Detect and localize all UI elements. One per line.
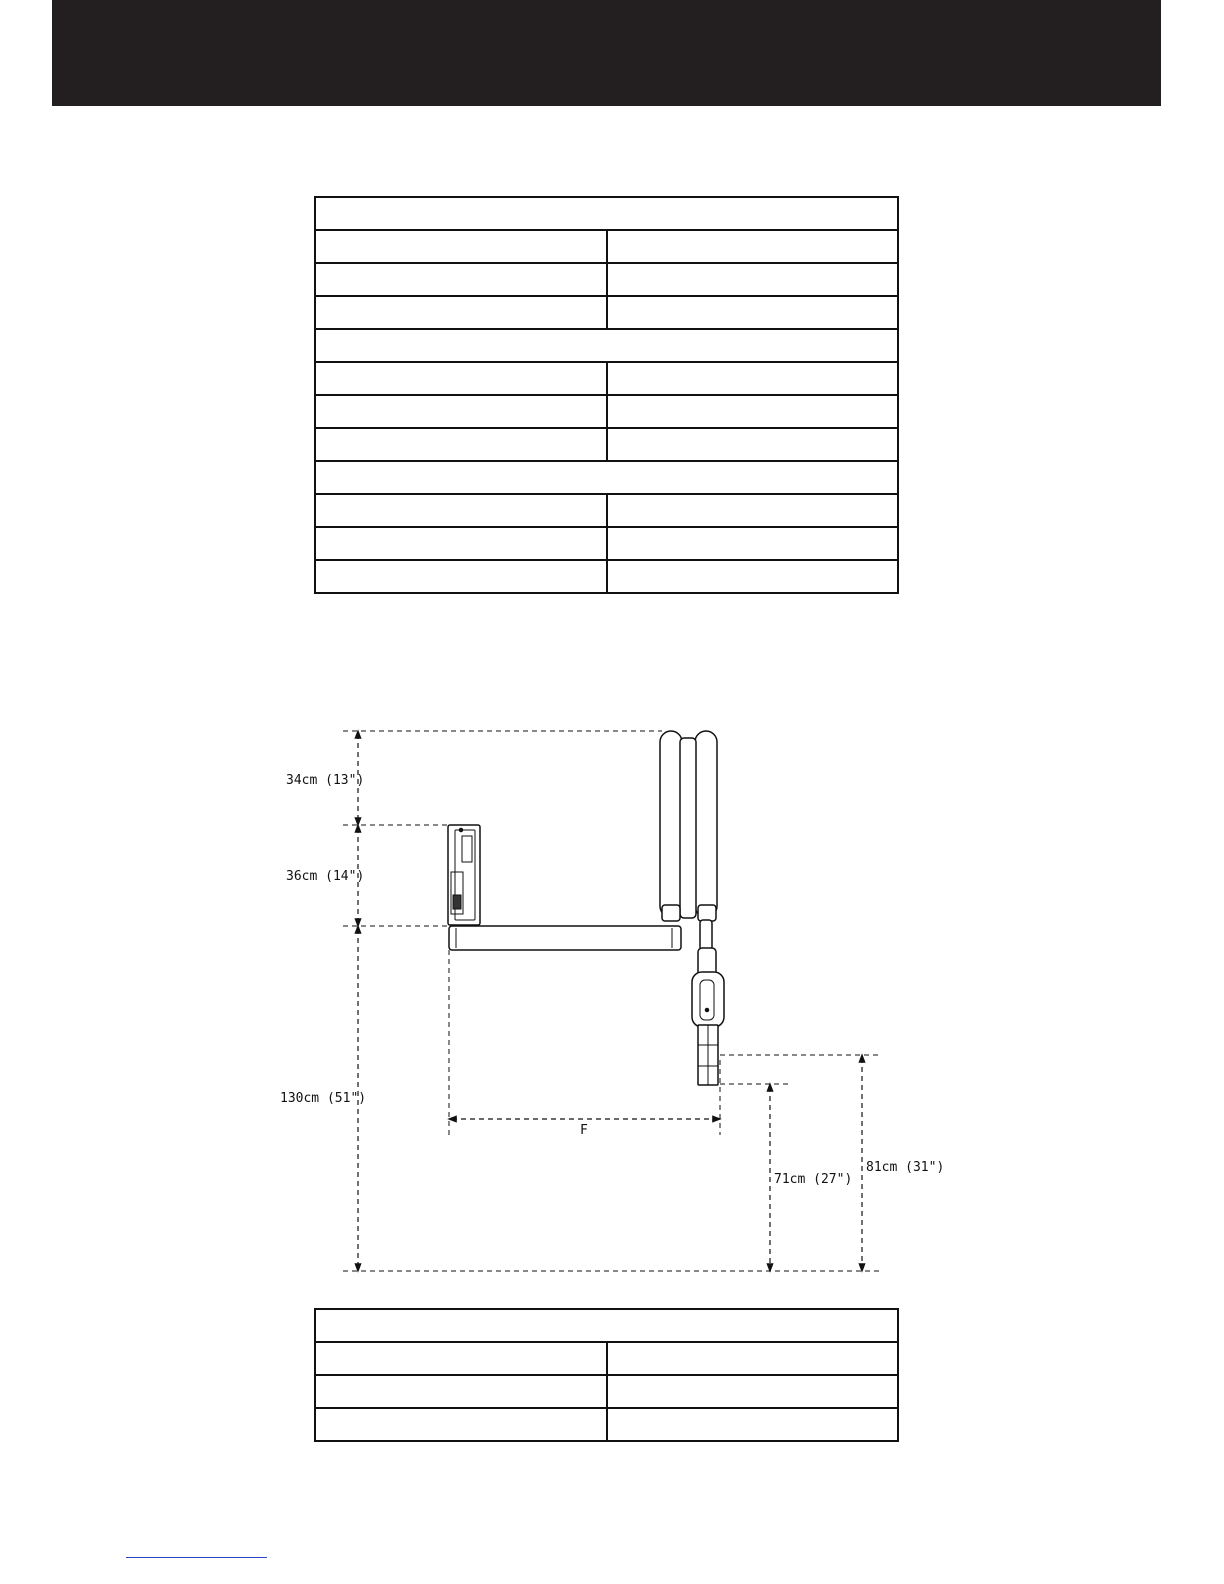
table-row: [315, 494, 898, 527]
dim-label-71: 71cm (27"): [774, 1172, 853, 1187]
table-cell: [315, 230, 607, 263]
table-row: [315, 428, 898, 461]
table-cell: [315, 1408, 607, 1441]
table-cell: [607, 1342, 899, 1375]
table-row: [315, 1375, 898, 1408]
dim-label-total: 130cm (51"): [280, 1091, 367, 1106]
table-section-cell: [315, 1309, 898, 1342]
dim-label-middle: 36cm (14"): [286, 869, 365, 884]
spec-table-bottom: [314, 1308, 899, 1442]
table-row: [315, 560, 898, 593]
table-cell: [315, 362, 607, 395]
table-section-row: [315, 197, 898, 230]
dim-label-f: F: [580, 1123, 588, 1138]
table-cell: [607, 263, 899, 296]
table-cell: [607, 1375, 899, 1408]
table-cell: [315, 560, 607, 593]
table-cell: [315, 263, 607, 296]
table-section-row: [315, 329, 898, 362]
table-section-cell: [315, 197, 898, 230]
table-row: [315, 230, 898, 263]
table-section-cell: [315, 461, 898, 494]
table-cell: [607, 362, 899, 395]
table-cell: [315, 428, 607, 461]
table-section-row: [315, 1309, 898, 1342]
vertical-columns: [660, 731, 717, 921]
table-cell: [607, 428, 899, 461]
spec-table-top: [314, 196, 899, 594]
table-row: [315, 296, 898, 329]
table-cell: [315, 1342, 607, 1375]
table-row: [315, 263, 898, 296]
horizontal-arm: [449, 926, 681, 950]
tube-head: [692, 920, 724, 1085]
table-row: [315, 527, 898, 560]
table-row: [315, 1408, 898, 1441]
table-row: [315, 362, 898, 395]
table-cell: [315, 494, 607, 527]
table-cell: [607, 527, 899, 560]
table-section-cell: [315, 329, 898, 362]
table-cell: [607, 395, 899, 428]
dim-label-top: 34cm (13"): [286, 773, 365, 788]
table-row: [315, 1342, 898, 1375]
table-cell: [315, 527, 607, 560]
table-row: [315, 395, 898, 428]
dim-label-81: 81cm (31"): [866, 1160, 945, 1175]
table-cell: [607, 296, 899, 329]
table-cell: [315, 296, 607, 329]
table-section-row: [315, 461, 898, 494]
table-cell: [315, 395, 607, 428]
table-cell: [607, 494, 899, 527]
table-cell: [607, 1408, 899, 1441]
header-bar: [52, 0, 1161, 106]
wall-unit: [448, 825, 480, 925]
footer-link-underline[interactable]: [126, 1557, 267, 1558]
table-cell: [315, 1375, 607, 1408]
table-cell: [607, 230, 899, 263]
table-cell: [607, 560, 899, 593]
